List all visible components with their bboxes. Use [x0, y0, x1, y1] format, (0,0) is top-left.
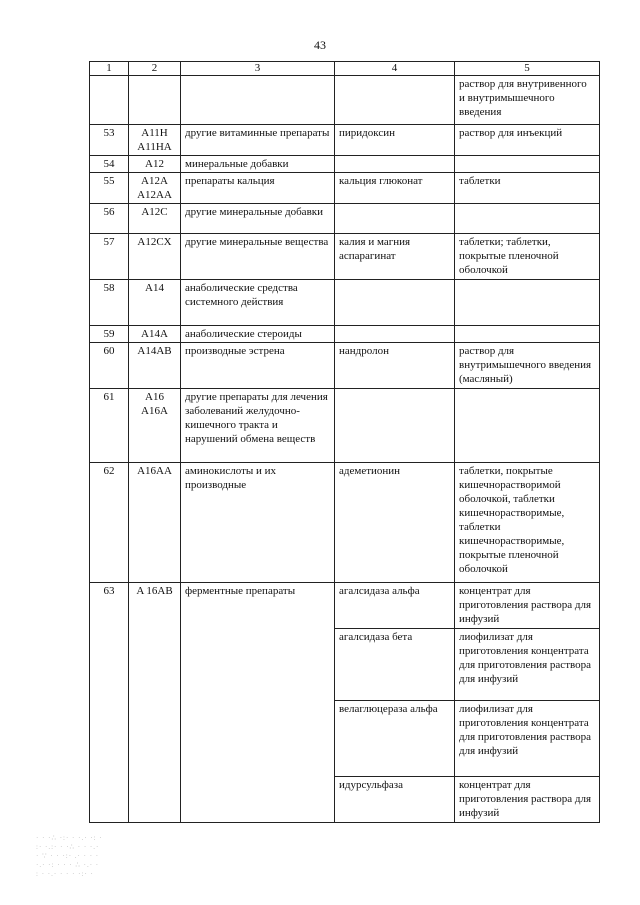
dosage-form — [455, 389, 600, 463]
group-name: другие минеральные добавки — [181, 204, 335, 234]
atc-code: A11H A11HA — [129, 125, 181, 156]
atc-code: A16 A16A — [129, 389, 181, 463]
atc-code: A12 — [129, 156, 181, 173]
table-row — [90, 156, 600, 173]
group-name: другие препараты для лечения заболеваний желудочно-кишечного тракта и нарушений обмена веществ — [181, 389, 335, 463]
header-cell: 4 — [335, 62, 455, 76]
row-number: 56 — [90, 204, 129, 234]
dosage-form — [455, 156, 600, 173]
drug-name: идурсульфаза — [335, 777, 455, 823]
header-cell: 5 — [455, 62, 600, 76]
group-name: производные эстрена — [181, 343, 335, 389]
table-row — [90, 234, 600, 280]
drug-name: пиридоксин — [335, 125, 455, 156]
table-header-row — [90, 62, 600, 76]
dosage-form: лиофилизат для приготовления концентрата для приготовления раствора для инфузий — [455, 701, 600, 777]
drug-name — [335, 280, 455, 326]
group-name: анаболические средства системного действия — [181, 280, 335, 326]
row-number: 54 — [90, 156, 129, 173]
dosage-form: концентрат для приготовления раствора для инфузий — [455, 583, 600, 629]
drug-name: агалсидаза бета — [335, 629, 455, 701]
atc-code: A12CX — [129, 234, 181, 280]
table-row — [90, 125, 600, 156]
dosage-form — [455, 280, 600, 326]
dosage-form: раствор для инъекций — [455, 125, 600, 156]
table-row — [90, 463, 600, 583]
atc-code: A 16AB — [129, 583, 181, 823]
group-name: другие витаминные препараты — [181, 125, 335, 156]
group-name: анаболические стероиды — [181, 326, 335, 343]
drug-name — [335, 204, 455, 234]
drug-name — [335, 76, 455, 125]
table-row — [90, 343, 600, 389]
drug-name — [335, 389, 455, 463]
group-name: препараты кальция — [181, 173, 335, 204]
drug-table — [89, 61, 600, 823]
row-number: 53 — [90, 125, 129, 156]
row-number — [90, 76, 129, 125]
drug-name: адеметионин — [335, 463, 455, 583]
dosage-form — [455, 326, 600, 343]
dosage-form: раствор для внутривенного и внутримышечного введения — [455, 76, 600, 125]
group-name: минеральные добавки — [181, 156, 335, 173]
header-cell: 3 — [181, 62, 335, 76]
row-number: 58 — [90, 280, 129, 326]
table-row — [90, 173, 600, 204]
header-cell: 1 — [90, 62, 129, 76]
header-cell: 2 — [129, 62, 181, 76]
dosage-form: раствор для внутримышечного введения (масляный) — [455, 343, 600, 389]
row-number: 60 — [90, 343, 129, 389]
group-name — [181, 76, 335, 125]
table-row — [90, 389, 600, 463]
drug-name: нандролон — [335, 343, 455, 389]
dosage-form: лиофилизат для приготовления концентрата для приготовления раствора для инфузий — [455, 629, 600, 701]
atc-code: A14 — [129, 280, 181, 326]
group-name: другие минеральные вещества — [181, 234, 335, 280]
row-number: 63 — [90, 583, 129, 823]
row-number: 59 — [90, 326, 129, 343]
drug-name — [335, 326, 455, 343]
atc-code: A14A — [129, 326, 181, 343]
table-row — [90, 204, 600, 234]
page-number: 43 — [314, 38, 326, 52]
dosage-form: таблетки — [455, 173, 600, 204]
row-number: 57 — [90, 234, 129, 280]
drug-name: велаглюцераза альфа — [335, 701, 455, 777]
drug-name — [335, 156, 455, 173]
dosage-form: таблетки; таблетки, покрытые пленочной оболочкой — [455, 234, 600, 280]
drug-name: калия и магния аспарагинат — [335, 234, 455, 280]
dosage-form: таблетки, покрытые кишечнорастворимой оболочкой, таблетки кишечнорастворимые, таблетки кишечнорастворимые, покрытые пленочной оболочкой — [455, 463, 600, 583]
table-row — [90, 326, 600, 343]
dosage-form — [455, 204, 600, 234]
group-name: аминокислоты и их производные — [181, 463, 335, 583]
drug-name: кальция глюконат — [335, 173, 455, 204]
row-number: 62 — [90, 463, 129, 583]
table-row — [90, 280, 600, 326]
atc-code — [129, 76, 181, 125]
row-number: 55 — [90, 173, 129, 204]
dosage-form: концентрат для приготовления раствора для инфузий — [455, 777, 600, 823]
atc-code: A16AA — [129, 463, 181, 583]
atc-code: A12C — [129, 204, 181, 234]
atc-code: A12A A12AA — [129, 173, 181, 204]
table-row — [90, 583, 600, 629]
row-number: 61 — [90, 389, 129, 463]
table-row — [90, 76, 600, 125]
group-name: ферментные препараты — [181, 583, 335, 823]
faded-stamp: · · ·∴ ·:· · ·.· ·: · :· ·.:· · ·∴ · · ·.· · ∵ · · ·:· .· · · · ·.· ·: · · · ∴ ·.· · : · ·.· · · · ·:· · — [36, 834, 103, 878]
atc-code: A14AB — [129, 343, 181, 389]
drug-name: агалсидаза альфа — [335, 583, 455, 629]
